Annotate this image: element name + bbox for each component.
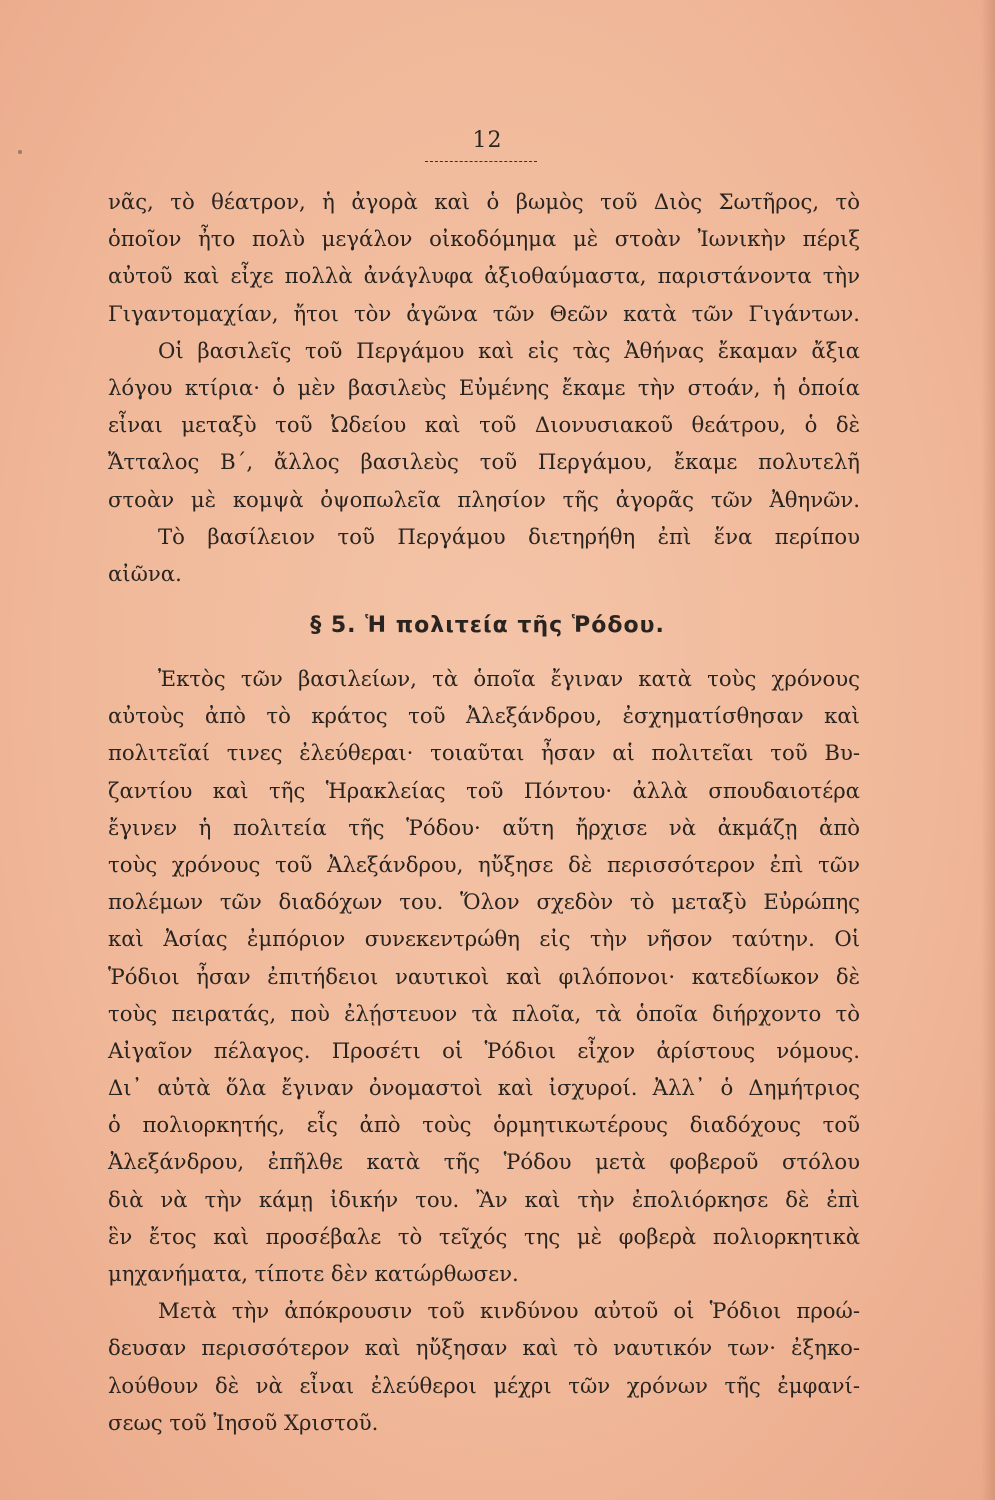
text-line: δευσαν περισσότερον καὶ ηὔξησαν καὶ τὸ ναυτικόν των· ἐξηκο- [108, 1335, 860, 1361]
page-edge-shadow [981, 0, 995, 1500]
text-line: Δι᾽ αὐτὰ ὅλα ἔγιναν ὀνομαστοὶ καὶ ἰσχυροί. Ἀλλ᾽ ὁ Δημήτριος [108, 1075, 860, 1101]
page-number-rule [425, 161, 537, 162]
text-line: Ἀλεξάνδρου, ἐπῆλθε κατὰ τῆς Ῥόδου μετὰ φοβεροῦ στόλου [108, 1149, 860, 1175]
text-line: νᾶς, τὸ θέατρον, ἡ ἀγορὰ καὶ ὁ βωμὸς τοῦ Διὸς Σωτῆρος, τὸ [108, 189, 860, 214]
text-line: στοὰν μὲ κομψὰ ὀψοπωλεῖα πλησίον τῆς ἀγορᾶς τῶν Ἀθηνῶν. [108, 486, 860, 512]
text-line: σεως τοῦ Ἰησοῦ Χριστοῦ. [108, 1409, 379, 1435]
text-line: ἓν ἔτος καὶ προσέβαλε τὸ τεῖχός της μὲ φοβερὰ πολιορκητικὰ [108, 1223, 860, 1249]
text-line: Γιγαντομαχίαν, ἤτοι τὸν ἀγῶνα τῶν Θεῶν κατὰ τῶν Γιγάντων. [108, 300, 860, 326]
text-line: ζαντίου καὶ τῆς Ἡρακλείας τοῦ Πόντου· ἀλλὰ σπουδαιοτέρα [108, 777, 860, 803]
text-line: εἶναι μεταξὺ τοῦ Ὠδείου καὶ τοῦ Διονυσιακοῦ θεάτρου, ὁ δὲ [108, 412, 860, 438]
text-line: Ἐκτὸς τῶν βασιλείων, τὰ ὁποῖα ἔγιναν κατὰ τοὺς χρόνους [158, 666, 860, 691]
text-line: Ῥόδιοι ἦσαν ἐπιτήδειοι ναυτικοὶ καὶ φιλόπονοι· κατεδίωκον δὲ [108, 963, 860, 989]
text-line: πολιτεῖαί τινες ἐλεύθεραι· τοιαῦται ἦσαν αἱ πολιτεῖαι τοῦ Βυ- [108, 740, 860, 766]
text-line: τοὺς πειρατάς, ποὺ ἐλῄστευον τὰ πλοῖα, τὰ ὁποῖα διήρχοντο τὸ [108, 1000, 860, 1026]
page-number: 12 [472, 128, 503, 153]
text-line: αὐτοῦ καὶ εἶχε πολλὰ ἀνάγλυφα ἀξιοθαύμαστα, παριστάνοντα τὴν [108, 263, 860, 289]
section-heading: § 5. Ἡ πολιτεία τῆς Ῥόδου. [310, 613, 665, 638]
text-line: διὰ νὰ τὴν κάμῃ ἰδικήν του. Ἂν καὶ τὴν ἐπολιόρκησε δὲ ἐπὶ [108, 1186, 860, 1212]
text-line: ἔγινεν ἡ πολιτεία τῆς Ῥόδου· αὕτη ἤρχισε νὰ ἀκμάζῃ ἀπὸ [108, 814, 860, 840]
text-line: Αἰγαῖον πέλαγος. Προσέτι οἱ Ῥόδιοι εἶχον ἀρίστους νόμους. [108, 1037, 860, 1063]
text-block-rhodes [108, 660, 860, 1441]
text-line: αἰῶνα. [108, 560, 182, 586]
text-line: τοὺς χρόνους τοῦ Ἀλεξάνδρου, ηὔξησε δὲ περισσότερον ἐπὶ τῶν [108, 851, 860, 877]
text-line: Οἱ βασιλεῖς τοῦ Περγάμου καὶ εἰς τὰς Ἀθήνας ἔκαμαν ἄξια [158, 337, 860, 363]
text-line: λούθουν δὲ νὰ εἶναι ἐλεύθεροι μέχρι τῶν χρόνων τῆς ἐμφανί- [108, 1372, 860, 1398]
text-line: ὁ πολιορκητής, εἷς ἀπὸ τοὺς ὁρμητικωτέρους διαδόχους τοῦ [108, 1112, 860, 1138]
text-block-pergamon [108, 183, 860, 592]
text-line: Ἄτταλος Β΄, ἄλλος βασιλεὺς τοῦ Περγάμου, ἔκαμε πολυτελῆ [108, 449, 860, 475]
text-line: ὁποῖον ἦτο πολὺ μεγάλον οἰκοδόμημα μὲ στοὰν Ἰωνικὴν πέριξ [108, 226, 860, 252]
text-line: λόγου κτίρια· ὁ μὲν βασιλεὺς Εὐμένης ἔκαμε τὴν στοάν, ἡ ὁποία [108, 374, 860, 400]
text-line: πολέμων τῶν διαδόχων του. Ὅλον σχεδὸν τὸ μεταξὺ Εὐρώπης [108, 889, 860, 915]
text-line: Μετὰ τὴν ἀπόκρουσιν τοῦ κινδύνου αὐτοῦ οἱ Ῥόδιοι προώ- [158, 1298, 860, 1324]
text-line: καὶ Ἀσίας ἐμπόριον συνεκεντρώθη εἰς τὴν νῆσον ταύτην. Οἱ [108, 926, 860, 952]
text-line: Τὸ βασίλειον τοῦ Περγάμου διετηρήθη ἐπὶ ἕνα περίπου [158, 523, 860, 549]
text-line: μηχανήματα, τίποτε δὲν κατώρθωσεν. [108, 1261, 519, 1286]
text-line: αὐτοὺς ἀπὸ τὸ κράτος τοῦ Ἀλεξάνδρου, ἐσχηματίσθησαν καὶ [108, 703, 860, 729]
